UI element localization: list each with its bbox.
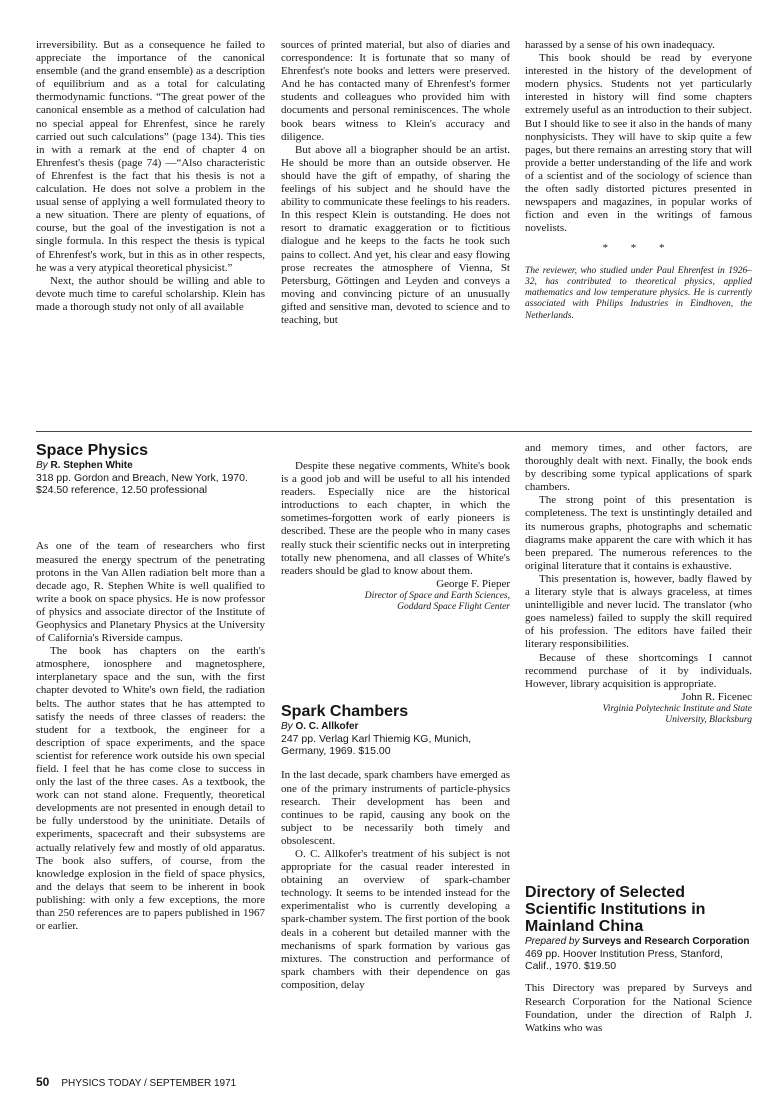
by-label: By bbox=[281, 721, 293, 732]
paragraph: Despite these negative comments, White's book is a good job and will be useful to all his intended readers. Especially nice are the historical introductions to each chapter, in which the sometimes-forgotten work of early pioneers is described. These are the people who in many cases really stuck their scientific necks out in interpreting totally new phenomena, and all classes of White's readers should be glad to know about them. bbox=[281, 460, 510, 577]
reviewer-signature: George F. Pieper bbox=[436, 577, 510, 590]
column-3-top bbox=[525, 39, 752, 322]
title-line: Scientific Institutions in bbox=[525, 901, 706, 918]
paragraph: The book has chapters on the earth's atmosphere, ionosphere and magnetosphere, interplanetary space and the sun, with the first chapter devoted to White's own field, the radiation belts. The author states that he has attempted to satisfy the needs of three classes of readers: the student for a textbook, the engineer for a description of space experiments, and the space scientist for reference work outside his own special field. I feel that he has come close to success in only the last of the three cases. As a textbook, the work can not stand alone. Frequently, theoretical developments are not presented in enough detail to be fully understood by the uninitiate. Details of experiments, spacecraft and their subsystems are actually relatively few and mostly of old apparatus. The book also suffers, of course, from the knowledge explosion in the field of space physics, and the delays that seem to be inherent in book publishing: with only a few exceptions, the more than 250 references are to papers published in 1967 or earlier. bbox=[36, 645, 265, 933]
paragraph: sources of printed material, but also of diaries and correspondence: It is fortunate that so many of Ehrenfest's note books and letters were preserved. And he has contacted many of Ehrenfest's former students and colleagues who provided him with documents and personal reminiscences. The whole book bears witness to Klein's accuracy and diligence. bbox=[281, 39, 510, 143]
reviewer-signature: John R. Ficenec bbox=[681, 690, 752, 703]
paragraph: This presentation is, however, badly flawed by a literary style that is always graceless, at times unintelligible and never lucid. The translator (who goes nameless) failed to supply the skill required of his profession. The editors have failed their literary responsibilities. bbox=[525, 572, 752, 651]
paragraph: O. C. Allkofer's treatment of his subject is not appropriate for the casual reader interested in obtaining an overview of spark-chamber technology. It seems to be intended instead for the experimentalist who is currently developing a spark-chamber system. The first portion of the book deals in a coherent but detailed manner with the mechanisms of spark formation by various gas mixtures. The construction and performance of spark chambers with their dependence on gas composition, delay bbox=[281, 847, 510, 991]
review-space-physics-cont bbox=[281, 460, 510, 614]
paragraph: and memory times, and other factors, are thoroughly dealt with next. Finally, the book ends by describing some typical applications of spark chambers. bbox=[525, 442, 752, 494]
paragraph: harassed by a sense of his own inadequacy. bbox=[525, 39, 715, 51]
reviewer-affiliation: University, Blacksburg bbox=[665, 715, 752, 726]
author-name: Surveys and Research Corporation bbox=[582, 936, 750, 947]
review-title bbox=[525, 884, 752, 935]
review-title: Spark Chambers bbox=[281, 703, 409, 720]
page-footer bbox=[36, 1075, 236, 1089]
paragraph: This Directory was prepared by Surveys and Research Corporation for the National Science Foundation, under the direction of Ralph J. Watkins who was bbox=[525, 982, 752, 1034]
prepared-by-label: Prepared by bbox=[525, 936, 580, 947]
review-author bbox=[36, 460, 265, 472]
paragraph: This book should be read by everyone interested in the history of the development of modern physics. Students not yet particularly interested in history will find some chapters extremely useful as an introduction to their subject. But I should like to see it also in the hands of many nonphysicists. They will have to skip quite a few pages, but there remains an arresting story that will provide a better understanding of the life and work of a scientist and of the sociology of science than the often sadly distorted pictures presented in newspapers and magazines, in popular works of fiction and even in the writings of famous novelists. bbox=[525, 52, 752, 235]
publication-info: 469 pp. Hoover Institution Press, Stanford, Calif., 1970. $19.50 bbox=[525, 948, 723, 973]
reviewer-affiliation: Director of Space and Earth Sciences, bbox=[364, 590, 510, 601]
review-title: Space Physics bbox=[36, 442, 149, 459]
reviewer-affiliation: Goddard Space Flight Center bbox=[397, 602, 510, 613]
review-spark-chambers-cont bbox=[525, 442, 752, 727]
review-spark-chambers bbox=[281, 703, 510, 992]
by-label: By bbox=[36, 460, 48, 471]
review-directory bbox=[525, 884, 752, 1035]
section-divider bbox=[36, 431, 752, 432]
review-author bbox=[281, 721, 510, 733]
paragraph: As one of the team of researchers who first measured the energy spectrum of the penetrating protons in the Van Allen radiation belt more than a decade ago, R. Stephen White is well qualified to write a book on space physics. He is now professor of physics and associate director of the Institute of Geophysics and Planetary Physics at the University of California's Riverside campus. bbox=[36, 540, 265, 645]
review-author bbox=[525, 936, 752, 948]
paragraph: Because of these shortcomings I cannot recommend purchase of it by individuals. However, library acquisition is appropriate. bbox=[525, 651, 752, 690]
title-line: Directory of Selected bbox=[525, 884, 686, 901]
reviewer-affiliation: Virginia Polytechnic Institute and State bbox=[602, 703, 752, 714]
paragraph: Next, the author should be willing and able to devote much time to careful scholarship. Klein has made a thorough study not only of all available bbox=[36, 274, 265, 313]
paragraph: irreversibility. But as a consequence he failed to appreciate the importance of the canonical ensemble (and the grand ensemble) as a description of equilibrium and as a total for calculating thermodynamic functions. “The great power of the canonical ensemble as a method of calculation had no special appeal for Ehrenfest, since he rarely carried out such calculations” (page 134). This ties in with a remark at the end of chapter 4 on Ehrenfest's thesis (page 74) —“Also characteristic of Ehrenfest is the fact that his thesis is not a calculation. He does not solve a problem in the usual sense of applying a well formulated theory to a new situation. There are plenty of equations, of course, but the goal of the investigation is not a single formula. In this respect the thesis is typical of Ehrenfest's work, but in this as in other respects, he was a very atypical theoretical physicist.” bbox=[36, 39, 265, 274]
section-stars: * * * bbox=[602, 242, 675, 255]
paragraph: But above all a biographer should be an artist. He should be more than an outside observer. He should have the gift of empathy, of sharing the feelings of his subject and he should have the ability to communicate these feelings to his readers. In this respect Klein is outstanding. He does not resort to dramatic exaggeration or to fictitious dialogue and he keeps to the facts he took such pains to collect. And yet, his clear and easy flowing prose recreates the atmosphere of Vienna, St Petersburg, Göttingen and Leyden and conveys a moving and convincing picture of an unusually gifted and sensitive man, devoted to science and to teaching, but bbox=[281, 143, 510, 326]
reviewer-bio: The reviewer, who studied under Paul Ehrenfest in 1926–32, has contributed to theoretical physics, applied mathematics and low temperature physics. He is currently associated with Philips Industries in Eindhoven, the Netherlands. bbox=[525, 265, 752, 321]
page-number: 50 bbox=[36, 1075, 50, 1089]
running-title: PHYSICS TODAY / SEPTEMBER 1971 bbox=[61, 1078, 237, 1089]
review-space-physics bbox=[36, 442, 265, 933]
author-name: R. Stephen White bbox=[50, 460, 133, 471]
paragraph: The strong point of this presentation is completeness. The text is unstintingly detailed and its numerous graphs, photographs and schematic diagrams make apparent the care with which it has been prepared. The numerous references to the original literature that it contains is exhaustive. bbox=[525, 494, 752, 572]
publication-info: 318 pp. Gordon and Breach, New York, 1970. $24.50 reference, 12.50 professional bbox=[36, 472, 248, 497]
publication-info: 247 pp. Verlag Karl Thiemig KG, Munich, Germany, 1969. $15.00 bbox=[281, 733, 472, 758]
column-1-top bbox=[36, 39, 265, 314]
column-2-top bbox=[281, 39, 510, 327]
author-name: O. C. Allkofer bbox=[295, 721, 359, 732]
paragraph: In the last decade, spark chambers have emerged as one of the primary instruments of particle-physics research. Their development has been and continues to be rapid, causing any book on the subject to be necessarily both timely and obsolescent. bbox=[281, 769, 510, 847]
title-line: Mainland China bbox=[525, 918, 644, 935]
